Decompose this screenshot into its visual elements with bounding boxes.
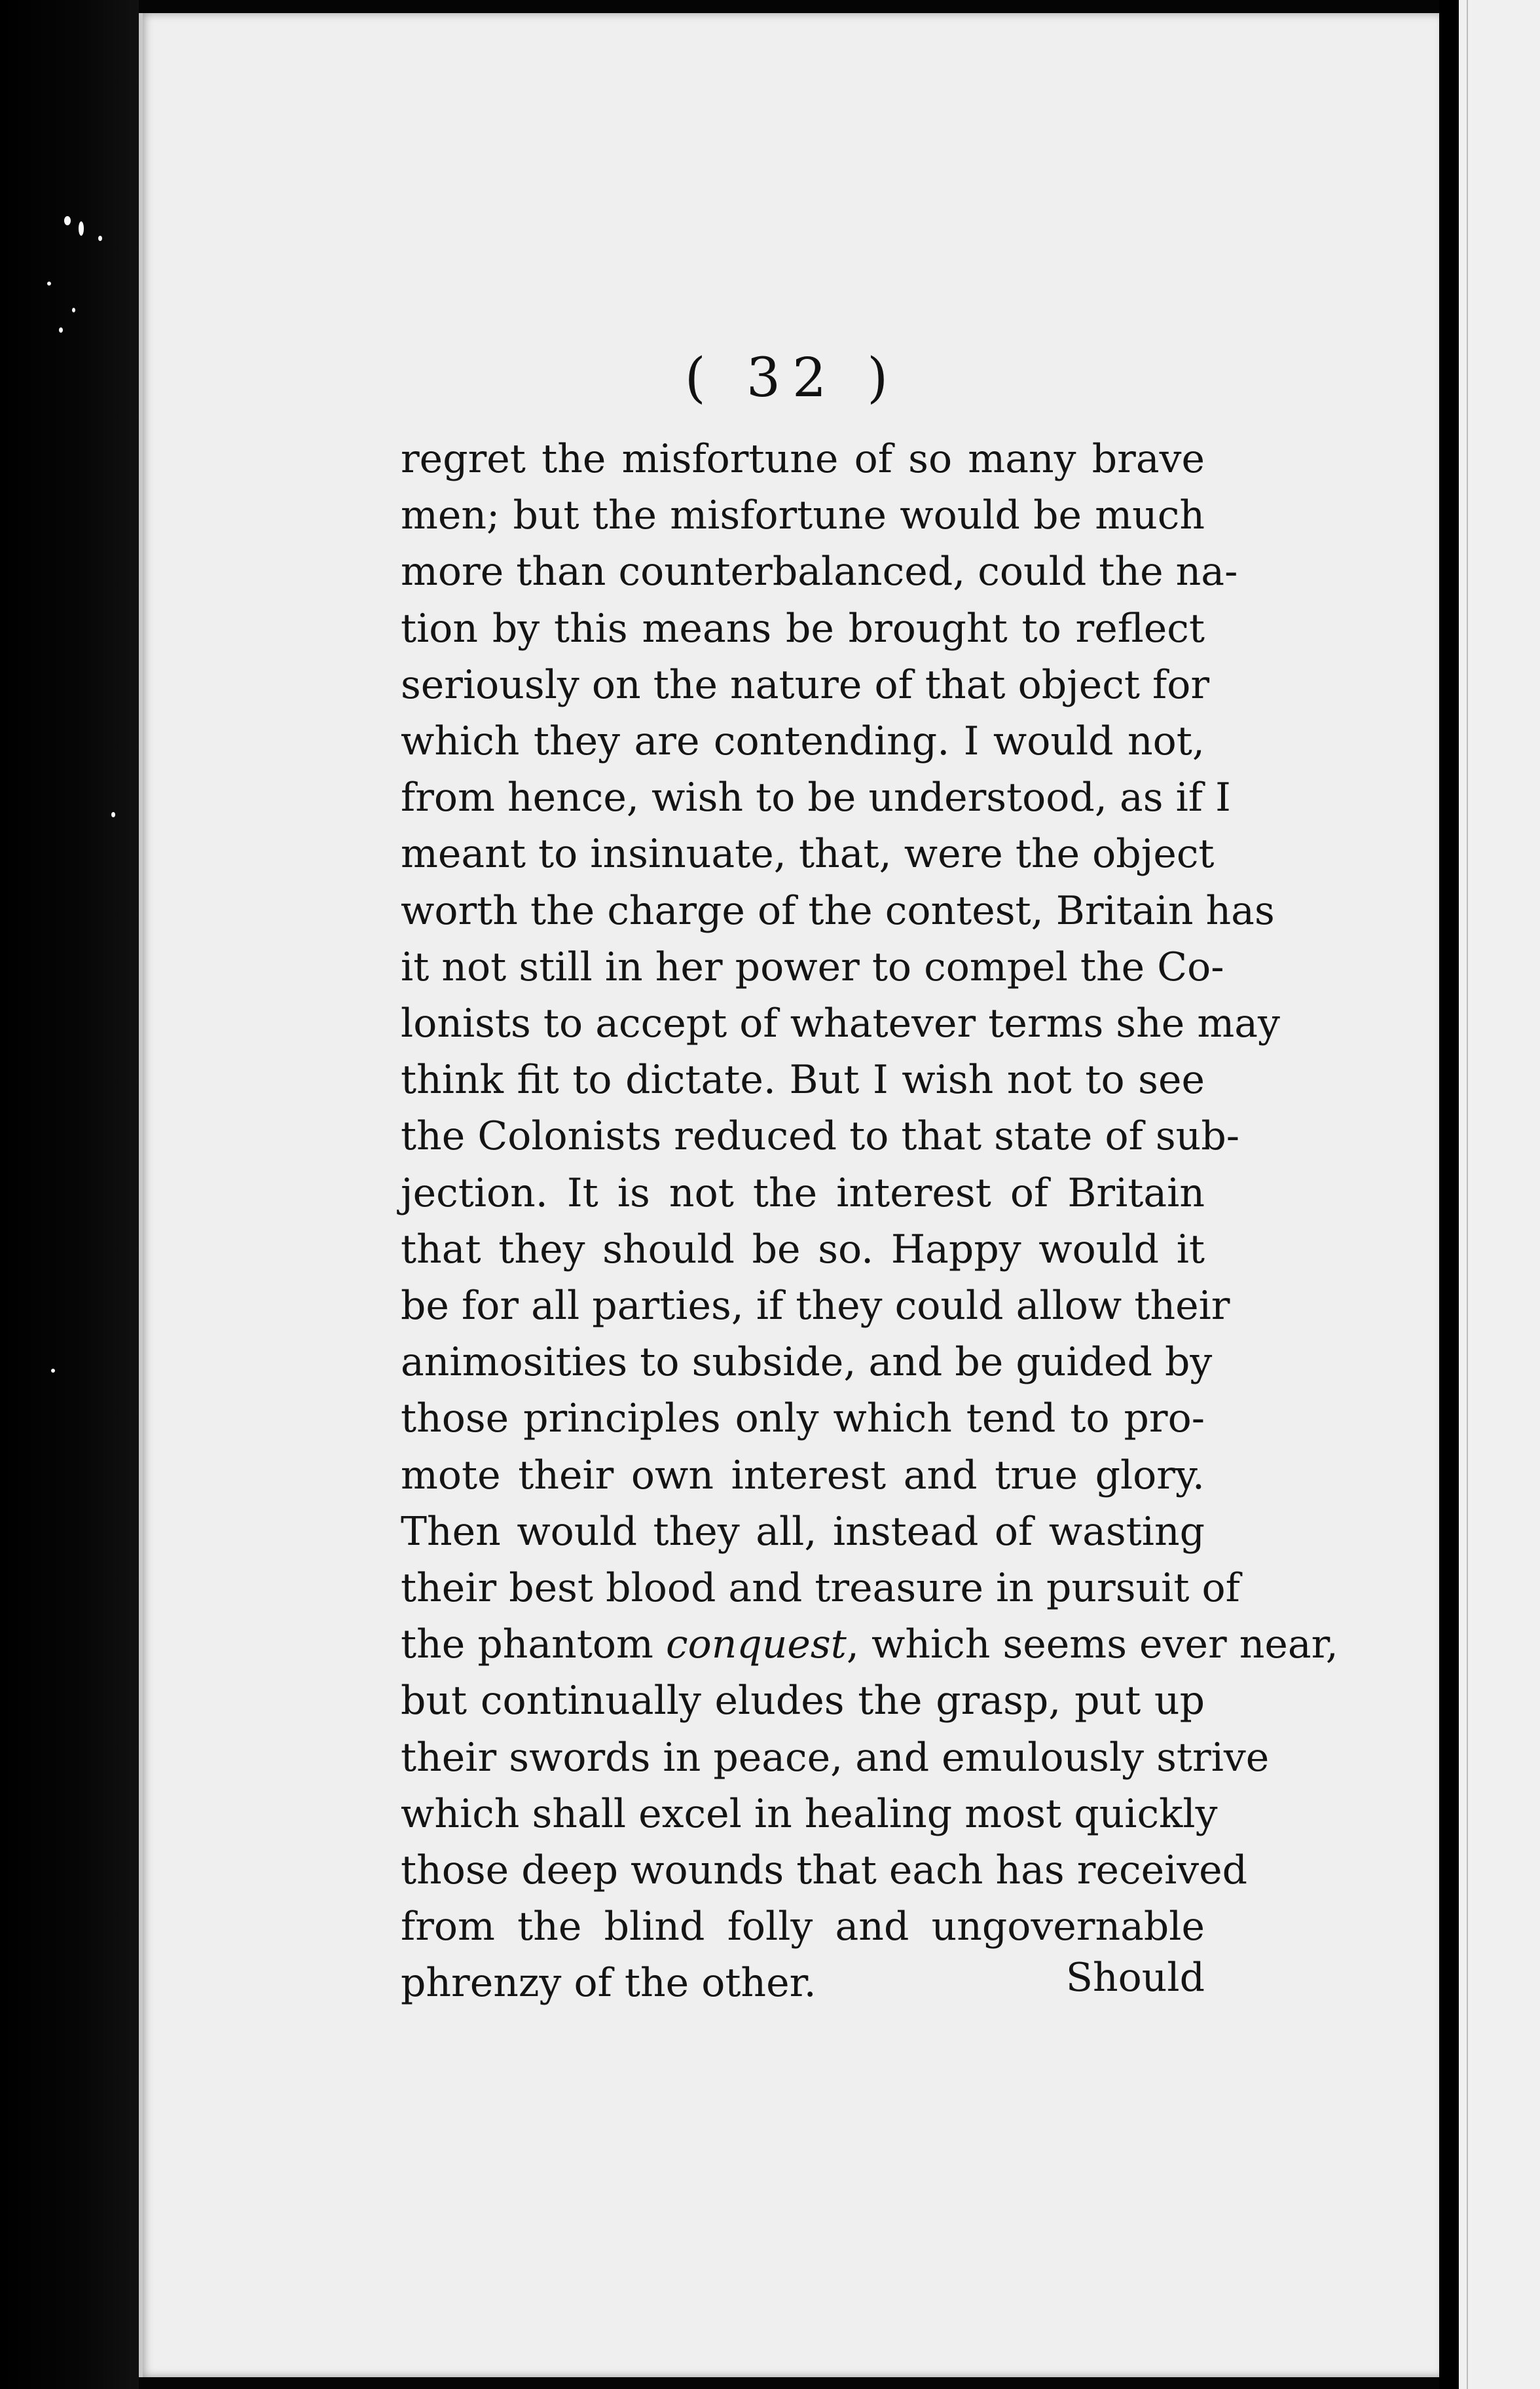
- text-line: men; but the misfortune would be much: [401, 492, 1205, 539]
- margin-speck: [64, 216, 71, 225]
- margin-speck: [72, 308, 75, 312]
- text-line: animosities to subside, and be guided by: [401, 1339, 1213, 1386]
- text-line: lonists to accept of whatever terms she may: [401, 1001, 1280, 1047]
- text-line: more than counterbalanced, could the na-: [401, 549, 1238, 595]
- left-margin-strip: [0, 0, 139, 2389]
- text-line: regret the misfortune of so many brave: [401, 436, 1205, 482]
- text-line: think fit to dictate. But I wish not to see: [401, 1057, 1205, 1103]
- body-text: [401, 431, 1338, 2012]
- text-line: which they are contending. I would not,: [401, 718, 1205, 765]
- text-line: from the blind folly and ungovernable: [401, 1904, 1205, 1950]
- text-line: phrenzy of the other.: [401, 1960, 816, 2007]
- facing-page-edge: [1467, 0, 1468, 2389]
- text-line: those principles only which tend to pro-: [401, 1396, 1205, 1442]
- margin-speck: [98, 236, 102, 241]
- text-line: Then would they all, instead of wasting: [401, 1508, 1205, 1555]
- margin-speck: [111, 812, 115, 817]
- text-line: meant to insinuate, that, were the object: [401, 831, 1215, 878]
- text-line: those deep wounds that each has received: [401, 1847, 1248, 1894]
- text-line: [401, 1616, 1338, 1673]
- text-line: that they should be so. Happy would it: [401, 1226, 1205, 1272]
- book-gutter: [1439, 0, 1459, 2389]
- text-line: from hence, wish to be understood, as if I: [401, 775, 1231, 821]
- text-line: tion by this means be brought to reflect: [401, 605, 1205, 652]
- text-line: their best blood and treasure in pursuit of: [401, 1565, 1240, 1612]
- page-edge: [139, 13, 143, 2377]
- text-line: mote their own interest and true glory.: [401, 1452, 1205, 1498]
- margin-speck: [59, 327, 63, 333]
- text-line: seriously on the nature of that object for: [401, 661, 1210, 708]
- text-line: it not still in her power to compel the Co-: [401, 944, 1224, 990]
- text-line: be for all parties, if they could allow their: [401, 1283, 1230, 1329]
- text-line: the Colonists reduced to that state of sub-: [401, 1113, 1240, 1160]
- margin-speck: [47, 282, 51, 286]
- margin-speck: [79, 221, 84, 236]
- text-segment: the phantom: [401, 1621, 666, 1668]
- text-segment: , which seems ever near,: [846, 1621, 1338, 1668]
- catchword: Should: [1065, 1955, 1205, 2001]
- italic-word: conquest: [666, 1621, 847, 1668]
- text-line: their swords in peace, and emulously strive: [401, 1734, 1270, 1781]
- page-number: ( 32 ): [684, 347, 900, 409]
- facing-page: [1459, 0, 1540, 2389]
- margin-speck: [51, 1369, 55, 1373]
- text-line: jection. It is not the interest of Britain: [401, 1170, 1205, 1216]
- text-line: worth the charge of the contest, Britain has: [401, 887, 1275, 934]
- text-line: but continually eludes the grasp, put up: [401, 1678, 1205, 1724]
- text-line: which shall excel in healing most quickly: [401, 1790, 1218, 1837]
